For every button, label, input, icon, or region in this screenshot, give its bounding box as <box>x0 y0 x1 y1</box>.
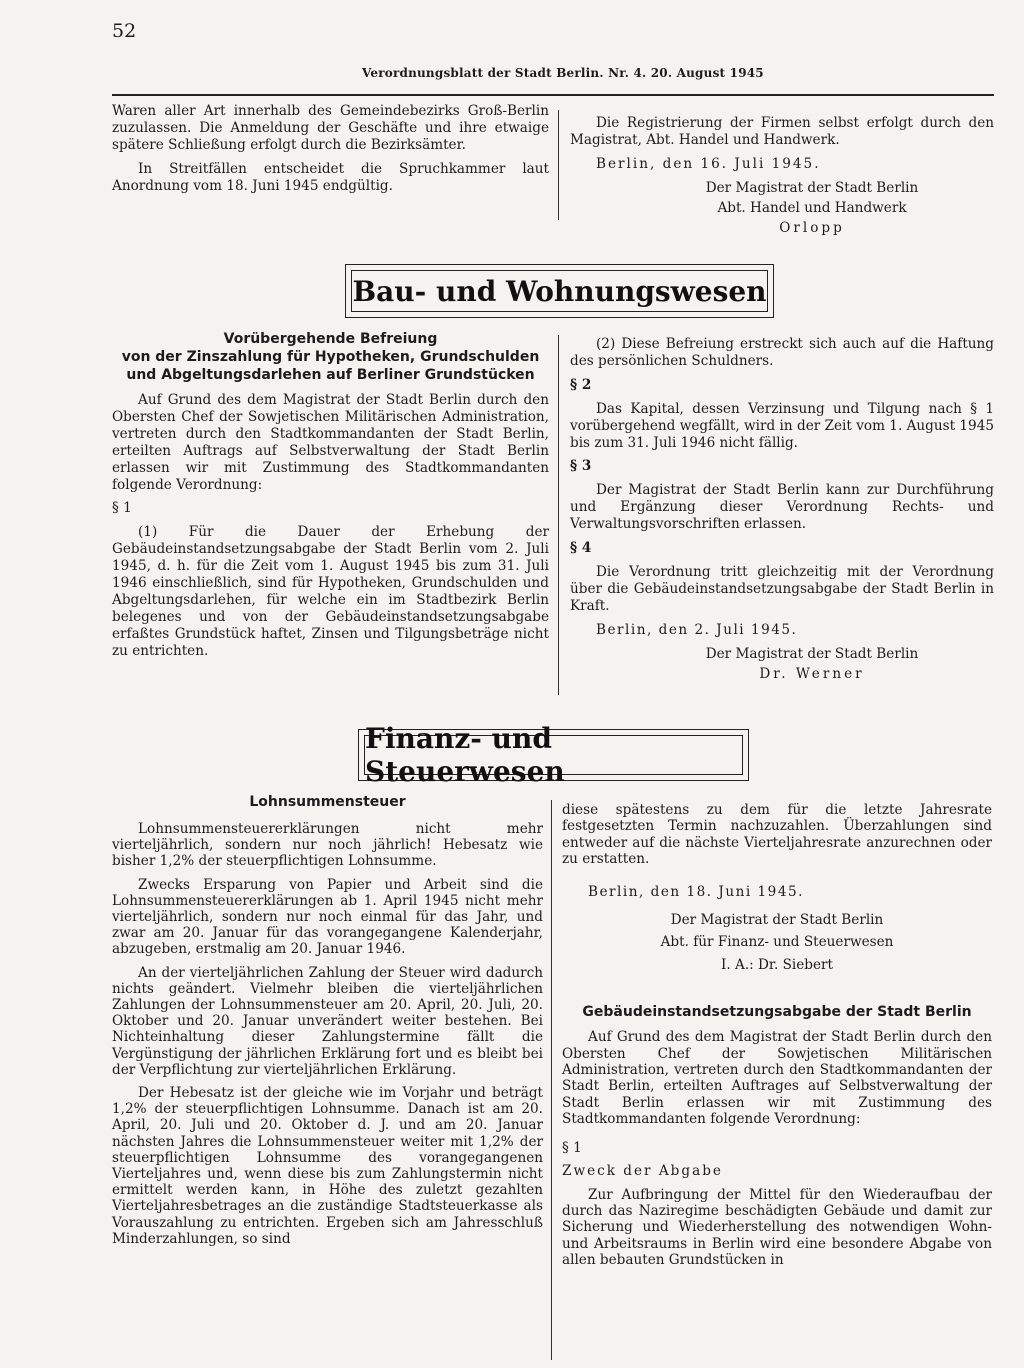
column-divider <box>558 110 559 220</box>
decree-title: Lohnsummensteuer <box>249 794 406 810</box>
paragraph: In Streitfällen entscheidet die Spruchkammer laut Anordnung vom 18. Juni 1945 endgültig. <box>112 160 549 194</box>
section-heading: Bau- und Wohnungswesen <box>351 270 768 312</box>
date-line: Berlin, den 2. Juli 1945. <box>596 621 798 638</box>
paragraph: An der vierteljährlichen Zahlung der Steuer wird dadurch nichts geändert. Vielmehr bleiben die vierteljährlichen Zahlungen der Lohnsummensteuer am 20. April, 20. Juli, 20. Oktober und 20. Januar unverändert weiter bestehen. Bei Nichteinhaltung dieser Zahlungstermine fällt die Vergünstigung der jährlichen Erklärung fort und es bleibt bei der Verpflichtung zur vierteljährlichen Erklärung. <box>112 964 543 1078</box>
paragraph-number: § 4 <box>570 540 592 557</box>
paragraph-number: § 3 <box>570 458 592 475</box>
section1-left-column <box>112 330 549 667</box>
section2-left-column <box>112 793 543 1254</box>
running-header: Verordnungsblatt der Stadt Berlin. Nr. 4. 20. August 1945 <box>362 66 764 80</box>
page-number: 52 <box>112 20 137 42</box>
column-divider <box>558 335 559 695</box>
decree-title: von der Zinszahlung für Hypotheken, Grundschulden <box>121 349 540 365</box>
column-divider <box>551 800 552 1360</box>
signature-line: Der Magistrat der Stadt Berlin <box>705 645 919 662</box>
section1-right-column <box>570 336 994 685</box>
section2-right-column <box>562 802 992 1276</box>
paragraph: Der Magistrat der Stadt Berlin kann zur Durchführung und Ergänzung dieser Verordnung Rechts- und Verwaltungsvorschriften erlassen. <box>570 482 994 533</box>
paragraph: (1) Für die Dauer der Erhebung der Gebäudeinstandsetzungsabgabe der Stadt Berlin vom 2. Juli 1945, d. h. für die Zeit vom 1. August 1945 bis zum 31. Juli 1946 einschließlich, sind für Hypotheken, Grundschulden und Abgeltungsdarlehen, für welche ein im Stadtbezirk Berlin belegenes und von der Gebäudeinstandsetzungsabgabe erfaßtes Grundstück haftet, Zinsen und Tilgungsbeträge nicht zu entrichten. <box>112 524 549 659</box>
decree-title: Gebäudeinstandsetzungsabgabe der Stadt Berlin <box>582 1004 972 1021</box>
section-heading-box <box>358 722 749 788</box>
signatory-name: I. A.: Dr. Siebert <box>720 956 833 973</box>
signature-line: Abt. für Finanz- und Steuerwesen <box>660 934 894 951</box>
paragraph: Das Kapital, dessen Verzinsung und Tilgung nach § 1 vorübergehend wegfällt, wird in der Zeit vom 1. August 1945 bis zum 31. Juli 1946 nicht fällig. <box>570 400 994 451</box>
decree-title: und Abgeltungsdarlehen auf Berliner Grundstücken <box>126 367 535 383</box>
signature-line: Abt. Handel und Handwerk <box>717 199 907 216</box>
paragraph: Auf Grund des dem Magistrat der Stadt Berlin durch den Obersten Chef der Sowjetischen Militärischen Administration, vertreten durch den Stadtkommandanten der Stadt Berlin, erteilten Auftrages auf Selbstverwaltung der Stadt Berlin erlassen wir mit Zustimmung des Stadtkommandanten folgende Verordnung: <box>562 1029 992 1128</box>
paragraph-number: § 1 <box>562 1139 582 1156</box>
paragraph-subtitle: Zweck der Abgabe <box>562 1163 723 1180</box>
date-line: Berlin, den 18. Juni 1945. <box>588 883 804 900</box>
date-line: Berlin, den 16. Juli 1945. <box>596 155 821 172</box>
paragraph: Zur Aufbringung der Mittel für den Wiederaufbau der durch das Naziregime beschädigten Gebäude und damit zur Sicherung und Wiederherstellung des notwendigen Wohn- und Arbeitsraums in Berlin wird eine besondere Abgabe von allen bebauten Grundstücken in <box>562 1186 992 1269</box>
paragraph-number: § 1 <box>112 500 132 517</box>
signatory-name: Dr. Werner <box>759 665 865 682</box>
signature-line: Der Magistrat der Stadt Berlin <box>705 179 919 196</box>
paragraph: (2) Diese Befreiung erstreckt sich auch auf die Haftung des persönlichen Schuldners. <box>570 336 994 369</box>
section-heading: Finanz- und Steuerwesen <box>364 735 743 775</box>
paragraph: Die Verordnung tritt gleichzeitig mit der Verordnung über die Gebäudeinstandsetzungsabgabe der Stadt Berlin in Kraft. <box>570 563 994 614</box>
header-rule <box>112 94 994 96</box>
paragraph: diese spätestens zu dem für die letzte Jahresrate festgesetzten Termin nachzuzahlen. Überzahlungen sind entweder auf die nächste Vierteljahresrate anzurechnen oder zu erstatten. <box>562 802 992 868</box>
signatory-name: Orlopp <box>779 219 845 236</box>
signature-line: Der Magistrat der Stadt Berlin <box>670 912 884 929</box>
top-right-column <box>570 115 994 239</box>
paragraph: Der Hebesatz ist der gleiche wie im Vorjahr und beträgt 1,2% der steuerpflichtigen Lohnsumme. Danach ist am 20. April, 20. Juli und 20. Oktober d. J. und am 20. Januar nächsten Jahres die Lohnsummensteuer weiter mit 1,2% der steuerpflichtigen Lohnsumme des vorangegangenen Vierteljahres und, wenn diese bis zum Zahlungstermin nicht ermittelt werden kann, in Höhe des zuletzt gezahlten Vierteljahresbetrages an die zuständige Stadtsteuerkasse als Vorauszahlung zu entrichten. Ergeben sich am Jahresschluß Minderzahlungen, so sind <box>112 1085 543 1247</box>
paragraph: Waren aller Art innerhalb des Gemeindebezirks Groß-Berlin zuzulassen. Die Anmeldung der Geschäfte und ihre etwaige spätere Schließung erfolgt durch die Bezirksämter. <box>112 103 549 153</box>
paragraph: Zwecks Ersparung von Papier und Arbeit sind die Lohnsummensteuererklärungen ab 1. April 1945 nicht mehr vierteljährlich, sondern nur noch einmal für das Jahr, und zwar am 20. Januar für das vorangegangene Kalenderjahr, abzugeben, erstmalig am 20. Januar 1946. <box>112 876 543 958</box>
paragraph: Die Registrierung der Firmen selbst erfolgt durch den Magistrat, Abt. Handel und Handwerk. <box>570 115 994 148</box>
paragraph: Auf Grund des dem Magistrat der Stadt Berlin durch den Obersten Chef der Sowjetischen Militärischen Administration, vertreten durch den Stadtkommandanten der Stadt Berlin, erteilten Auftrags auf Selbstverwaltung der Stadt Berlin erlassen wir mit Zustimmung des Stadtkommandanten folgende Verordnung: <box>112 392 549 493</box>
top-left-column <box>112 103 549 202</box>
section-heading-box <box>345 264 774 318</box>
decree-title: Vorübergehende Befreiung <box>223 331 438 347</box>
paragraph-number: § 2 <box>570 376 592 393</box>
paragraph: Lohnsummensteuererklärungen nicht mehr vierteljährlich, sondern nur noch jährlich! Hebesatz wie bisher 1,2% der steuerpflichtigen Lohnsumme. <box>112 821 543 870</box>
